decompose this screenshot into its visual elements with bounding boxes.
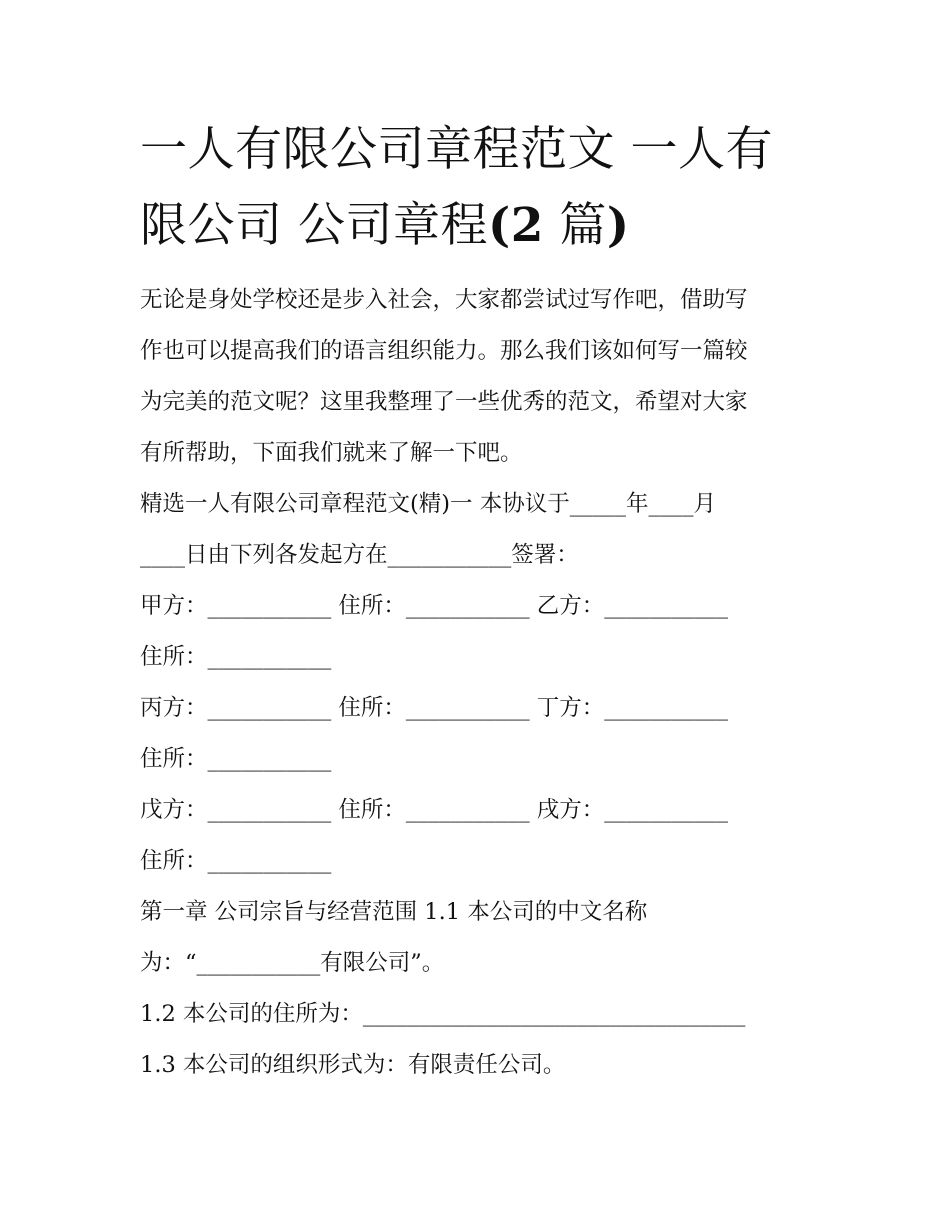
company-form-line: 1.3 本公司的组织形式为：有限责任公司。 xyxy=(140,1052,566,1078)
company-name-line: 为：“___________有限公司”。 xyxy=(140,950,445,976)
intro-line-2: 作也可以提高我们的语言组织能力。那么我们该如何写一篇较 xyxy=(140,338,748,364)
title-line-1: 一人有限公司章程范文 一人有 xyxy=(140,122,773,177)
company-address-line: 1.2 本公司的住所为：__________________________________ xyxy=(140,1001,746,1027)
title-line-2 xyxy=(140,188,820,264)
party-xu-address-line: 住所：___________ xyxy=(140,848,332,874)
intro-line-3: 为完美的范文呢？这里我整理了一些优秀的范文，希望对大家 xyxy=(140,389,748,415)
chapter-one-line: 第一章 公司宗旨与经营范围 1.1 本公司的中文名称 xyxy=(140,899,648,925)
title-line-2-text: 限公司 公司章程 xyxy=(140,198,488,253)
document-body xyxy=(140,275,830,1091)
party-wu-line: 戊方：___________ 住所：___________ 戌方：___________ xyxy=(140,797,729,823)
party-yi-address-line: 住所：___________ xyxy=(140,644,332,670)
agreement-line-1: 精选一人有限公司章程范文(精)一 本协议于_____年____月 xyxy=(140,491,716,517)
intro-line-4: 有所帮助，下面我们就来了解一下吧。 xyxy=(140,440,523,466)
party-ding-address-line: 住所：___________ xyxy=(140,746,332,772)
intro-line-1: 无论是身处学校还是步入社会，大家都尝试过写作吧，借助写 xyxy=(140,287,748,313)
title-count-close: ) xyxy=(606,198,630,253)
party-bing-line: 丙方：___________ 住所：___________ 丁方：___________ xyxy=(140,695,729,721)
agreement-line-2: ____日由下列各发起方在___________签署： xyxy=(140,542,579,568)
title-count-open: (2 xyxy=(487,198,544,253)
document-title xyxy=(140,112,820,264)
party-jia-line: 甲方：___________ 住所：___________ 乙方：___________ xyxy=(140,593,729,619)
title-count-unit: 篇 xyxy=(543,198,607,253)
